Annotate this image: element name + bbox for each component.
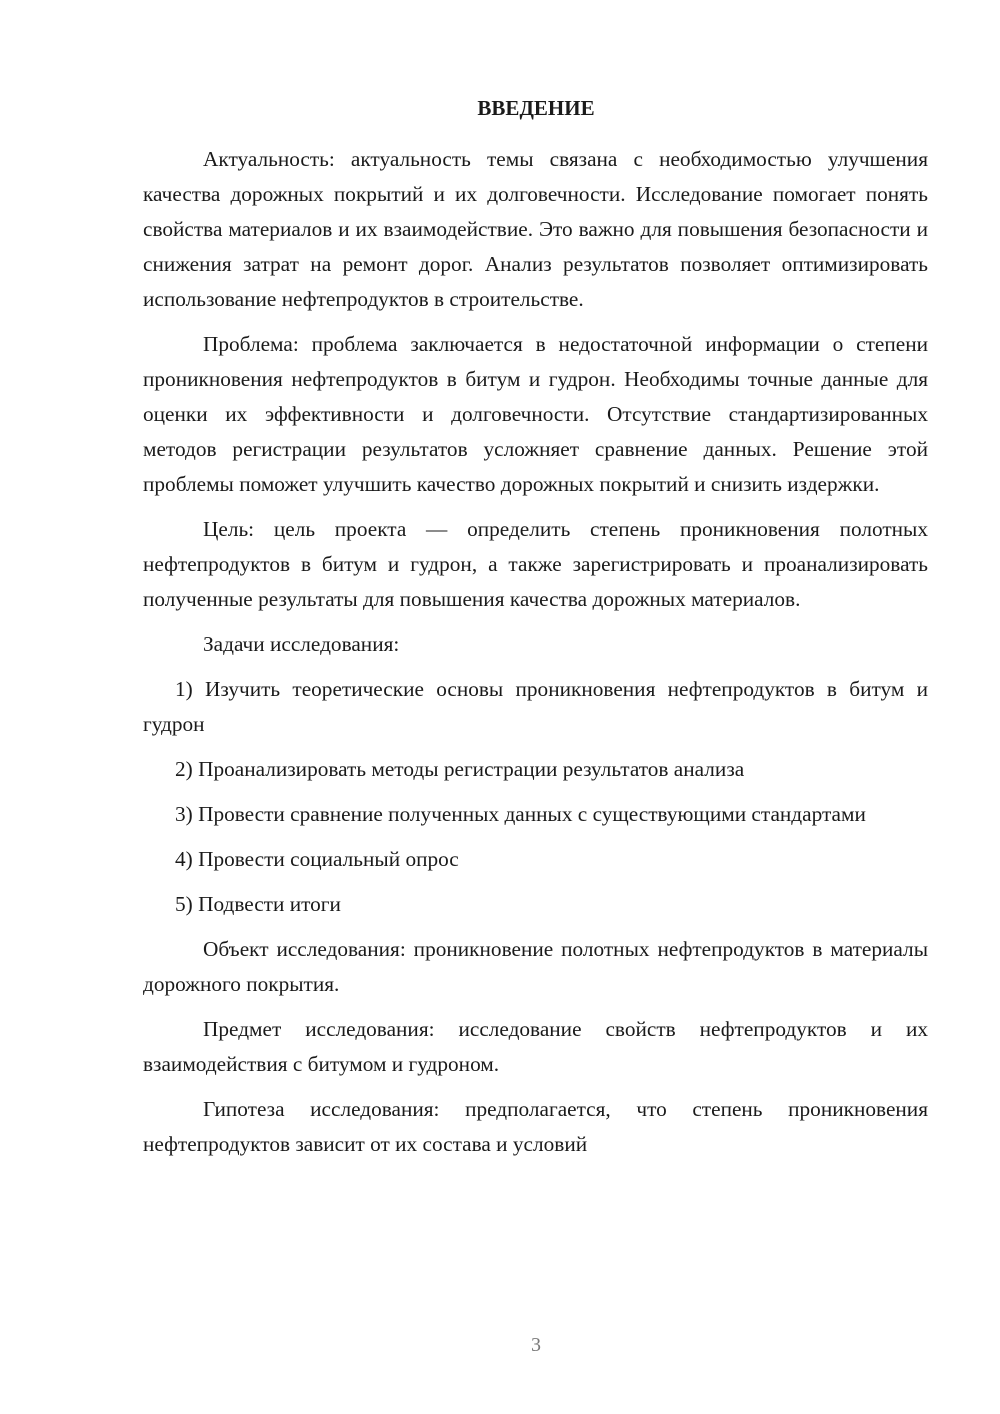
paragraph-tasks-heading: Задачи исследования:: [203, 632, 400, 656]
paragraph-object: Объект исследования: проникновение полотных нефтепродуктов в материалы дорожного покрытия.: [143, 937, 928, 996]
paragraph-goal: Цель: цель проекта — определить степень проникновения полотных нефтепродуктов в битум и гудрон, а также зарегистрировать и проанализировать полученные результаты для повышения качества дорожных материалов.: [143, 517, 928, 611]
task-item-2: 2) Проанализировать методы регистрации результатов анализа: [175, 757, 745, 781]
task-item-1: 1) Изучить теоретические основы проникновения нефтепродуктов в битум и гудрон: [143, 677, 928, 736]
paragraph-subject: Предмет исследования: исследование свойств нефтепродуктов и их взаимодействия с битумом и гудроном.: [143, 1017, 928, 1076]
paragraph-hypothesis: Гипотеза исследования: предполагается, что степень проникновения нефтепродуктов зависит от их состава и условий: [143, 1097, 928, 1156]
page-title: ВВЕДЕНИЕ: [477, 96, 595, 120]
task-item-5: 5) Подвести итоги: [175, 892, 341, 916]
task-item-4: 4) Провести социальный опрос: [175, 847, 459, 871]
task-item-3: 3) Провести сравнение полученных данных с существующими стандартами: [175, 802, 866, 826]
page-number: 3: [531, 1334, 541, 1356]
paragraph-problem: Проблема: проблема заключается в недостаточной информации о степени проникновения нефтепродуктов в битум и гудрон. Необходимы точные данные для оценки их эффективности и долговечности. Отсутствие стандартизированных методов регистрации результатов усложняет сравнение данных. Решение этой проблемы поможет улучшить качество дорожных покрытий и снизить издержки.: [143, 332, 928, 496]
paragraph-relevance: Актуальность: актуальность темы связана с необходимостью улучшения качества дорожных покрытий и их долговечности. Исследование помогает понять свойства материалов и их взаимодействие. Это важно для повышения безопасности и снижения затрат на ремонт дорог. Анализ результатов позволяет оптимизировать использование нефтепродуктов в строительстве.: [143, 147, 928, 311]
document-body: [143, 142, 928, 1162]
